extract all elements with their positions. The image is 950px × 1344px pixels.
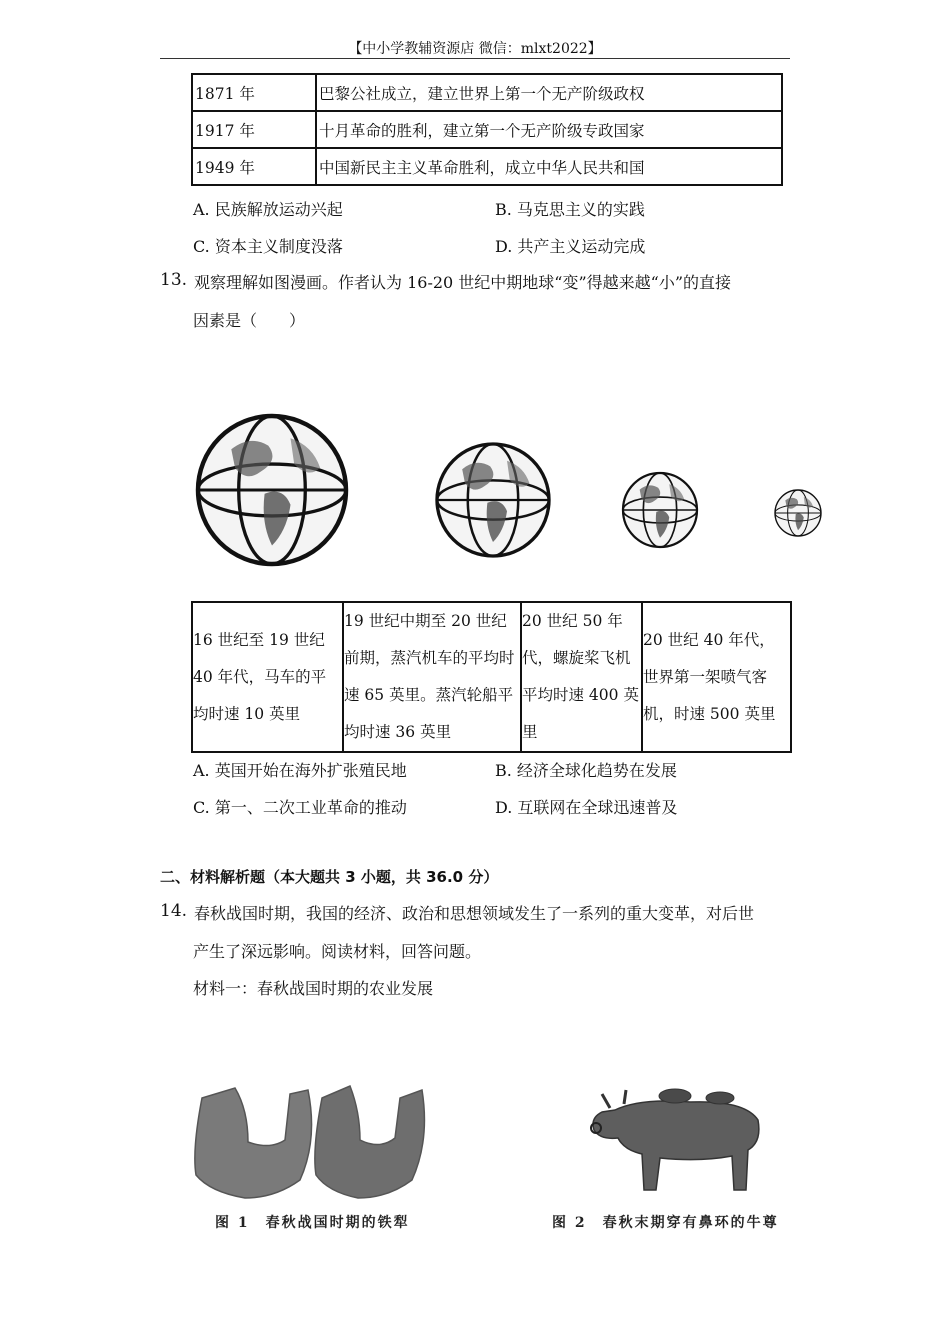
figure1-caption: 图 1 春秋战国时期的铁犁 xyxy=(215,1215,410,1231)
globe-tiny xyxy=(775,490,821,536)
page-header: 【中小学教辅资源店 微信：mlxt2022】 xyxy=(348,41,602,57)
transport-speed-table xyxy=(191,601,792,753)
q12-option-b[interactable]: B. 马克思主义的实践 xyxy=(495,200,645,219)
iron-plough-figure xyxy=(190,1080,440,1205)
q13-stem-line2: 因素是（ ） xyxy=(193,311,306,330)
q12-option-d[interactable]: D. 共产主义运动完成 xyxy=(495,237,646,256)
table-cell-year: 1871 年 xyxy=(192,74,316,111)
q13-option-d[interactable]: D. 互联网在全球迅速普及 xyxy=(495,798,678,817)
table-cell-year: 1949 年 xyxy=(192,148,316,185)
q12-option-c[interactable]: C. 资本主义制度没落 xyxy=(193,237,343,256)
shrinking-globes-cartoon xyxy=(185,405,835,590)
table-cell: 16 世纪至 19 世纪 40 年代，马车的平均时速 10 英里 xyxy=(192,602,343,752)
globe-small xyxy=(623,473,697,547)
table-row xyxy=(192,111,782,148)
table-cell-event: 巴黎公社成立，建立世界上第一个无产阶级政权 xyxy=(316,74,782,111)
q13-option-a[interactable]: A. 英国开始在海外扩张殖民地 xyxy=(193,761,407,780)
globe-large xyxy=(198,416,346,564)
table-cell-event: 中国新民主主义革命胜利，成立中华人民共和国 xyxy=(316,148,782,185)
table-cell: 20 世纪 50 年代，螺旋桨飞机平均时速 400 英里 xyxy=(521,602,642,752)
q12-option-a[interactable]: A. 民族解放运动兴起 xyxy=(193,200,343,219)
ox-zun-figure xyxy=(580,1080,780,1200)
header-divider xyxy=(160,58,790,59)
table-row xyxy=(192,74,782,111)
q13-stem-line1: 观察理解如图漫画。作者认为 16-20 世纪中期地球“变”得越来越“小”的直接 xyxy=(194,273,732,292)
q13-number: 13. xyxy=(160,270,188,290)
figure2-caption: 图 2 春秋末期穿有鼻环的牛尊 xyxy=(552,1215,779,1231)
table-row xyxy=(192,148,782,185)
table-cell: 20 世纪 40 年代，世界第一架喷气客机，时速 500 英里 xyxy=(642,602,791,752)
globe-medium xyxy=(437,444,549,556)
table-cell-event: 十月革命的胜利，建立第一个无产阶级专政国家 xyxy=(316,111,782,148)
section-title: 二、材料解析题（本大题共 3 小题，共 36.0 分） xyxy=(160,868,499,886)
q14-stem-line2: 产生了深远影响。阅读材料，回答问题。 xyxy=(193,942,482,961)
q14-stem-line1: 春秋战国时期，我国的经济、政治和思想领域发生了一系列的重大变革，对后世 xyxy=(194,904,755,923)
q13-option-b[interactable]: B. 经济全球化趋势在发展 xyxy=(495,761,677,780)
table-cell-year: 1917 年 xyxy=(192,111,316,148)
q14-material1: 材料一：春秋战国时期的农业发展 xyxy=(193,979,434,998)
q13-option-c[interactable]: C. 第一、二次工业革命的推动 xyxy=(193,798,407,817)
q14-number: 14. xyxy=(160,901,188,921)
table-cell: 19 世纪中期至 20 世纪前期，蒸汽机车的平均时速 65 英里。蒸汽轮船平均时速 36 英里 xyxy=(343,602,521,752)
events-table xyxy=(191,73,783,186)
